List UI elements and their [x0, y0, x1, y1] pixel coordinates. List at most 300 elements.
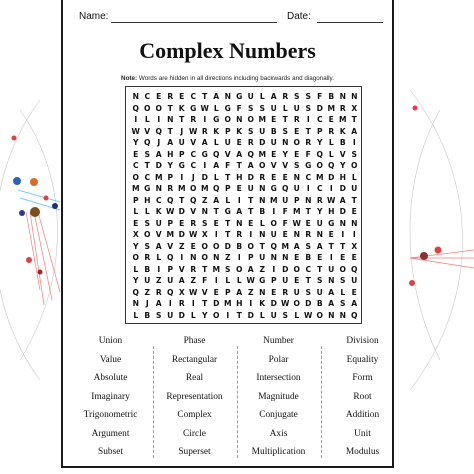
grid-letter: U [316, 287, 323, 297]
grid-letter: O [224, 115, 231, 124]
grid-letter: A [247, 161, 254, 170]
grid-letter: Q [132, 287, 139, 297]
grid-letter: D [178, 207, 185, 216]
grid-letter: Z [259, 264, 265, 274]
grid-letter: R [282, 287, 289, 297]
grid-letter: T [144, 161, 150, 170]
grid-letter: K [213, 126, 220, 136]
grid-letter: N [201, 207, 208, 216]
grid-letter: B [328, 92, 335, 101]
grid-letter: O [132, 172, 139, 182]
grid-letter: Q [167, 195, 174, 205]
grid-letter: M [166, 230, 175, 239]
grid-letter: S [156, 310, 162, 320]
grid-letter: S [225, 264, 231, 274]
grid-letter: T [202, 299, 208, 308]
grid-letter: E [328, 230, 334, 239]
grid-letter: F [282, 218, 288, 228]
grid-letter: L [213, 172, 219, 182]
grid-letter: D [339, 184, 346, 193]
grid-letter: E [294, 253, 300, 262]
grid-letter: T [236, 161, 242, 170]
grid-letter: U [328, 264, 335, 274]
grid-letter: X [201, 230, 208, 239]
grid-letter: K [259, 299, 266, 308]
grid-letter: B [305, 253, 312, 262]
word-list-item: Trigonometric [83, 410, 138, 420]
grid-letter: O [190, 184, 197, 193]
word-list-item: Unit [354, 428, 371, 439]
grid-letter: O [339, 264, 346, 274]
grid-letter: O [213, 241, 220, 251]
grid-letter: P [293, 195, 300, 205]
grid-letter: T [259, 241, 265, 251]
word-list-item: Circle [183, 428, 206, 439]
grid-letter: S [340, 299, 346, 308]
grid-letter: R [259, 172, 266, 182]
word-list-item: Rectangular [171, 354, 218, 365]
grid-letter: L [225, 276, 231, 285]
grid-letter: S [294, 161, 300, 170]
grid-letter: T [305, 276, 311, 285]
grid-letter: G [144, 184, 151, 193]
grid-letter: L [259, 92, 265, 101]
grid-letter: I [306, 115, 310, 124]
grid-letter: O [201, 253, 208, 262]
word-list-item: Root [353, 391, 372, 402]
worksheet [61, 0, 394, 468]
grid-letter: R [201, 126, 208, 136]
grid-letter: S [144, 218, 150, 228]
grid-letter: B [270, 126, 277, 136]
grid-letter: Q [282, 184, 289, 193]
grid-letter: A [270, 92, 277, 101]
grid-letter: D [282, 264, 289, 274]
grid-row [130, 172, 359, 184]
grid-letter: G [201, 149, 208, 159]
grid-letter: Q [167, 253, 174, 262]
grid-row [130, 206, 359, 218]
grid-letter: T [351, 115, 357, 124]
grid-letter: W [131, 126, 140, 136]
grid-letter: A [316, 241, 323, 251]
grid-letter: U [282, 276, 289, 285]
grid-letter: Z [144, 287, 150, 297]
grid-letter: C [144, 92, 151, 101]
grid-row [130, 103, 359, 115]
grid-letter: D [201, 172, 208, 182]
grid-letter: T [328, 241, 334, 251]
grid-letter: Y [202, 310, 208, 320]
grid-letter: T [167, 126, 173, 136]
grid-letter: I [352, 230, 356, 239]
grid-letter: Q [247, 149, 254, 159]
grid-letter: N [236, 218, 243, 228]
grid-letter: E [271, 172, 277, 182]
grid-letter: X [178, 287, 185, 297]
grid-letter: R [167, 92, 174, 101]
grid-letter: V [178, 264, 185, 274]
grid-letter: G [259, 276, 266, 285]
grid-letter: O [259, 161, 266, 170]
grid-letter: D [270, 299, 277, 308]
grid-letter: U [270, 103, 277, 113]
grid-letter: E [236, 184, 242, 193]
grid-letter: V [155, 230, 162, 239]
grid-letter: S [282, 310, 288, 320]
grid-row [130, 195, 359, 207]
grid-letter: R [247, 138, 254, 147]
grid-letter: S [144, 149, 150, 159]
grid-letter: C [190, 92, 197, 101]
grid-letter: W [166, 207, 175, 216]
grid-letter: H [328, 207, 335, 216]
grid-letter: U [293, 287, 300, 297]
grid-letter: S [305, 103, 311, 113]
name-label: Name: [79, 11, 109, 22]
grid-letter: Q [351, 264, 358, 274]
word-list-item: Intersection [256, 373, 301, 383]
grid-letter: A [155, 241, 162, 251]
grid-letter: E [213, 218, 219, 228]
grid-letter: N [305, 195, 312, 205]
grid-letter: E [156, 92, 162, 101]
grid-letter: I [329, 253, 333, 262]
grid-letter: I [203, 161, 207, 170]
grid-letter: O [144, 103, 151, 113]
grid-letter: P [270, 276, 277, 285]
word-list-item: Division [346, 336, 379, 346]
grid-letter: N [190, 253, 197, 262]
grid-letter: X [132, 230, 139, 239]
grid-letter: A [339, 195, 346, 205]
word-list-item: Imaginary [91, 391, 130, 402]
grid-letter: G [305, 161, 312, 170]
grid-letter: E [179, 92, 185, 101]
header-row [79, 10, 384, 26]
grid-letter: I [180, 172, 184, 182]
grid-letter: P [224, 184, 231, 193]
grid-row [130, 298, 359, 310]
grid-letter: A [155, 149, 162, 159]
grid-letter: M [154, 172, 163, 182]
grid-letter: M [327, 103, 336, 113]
grid-letter: L [190, 310, 196, 320]
grid-letter: I [249, 299, 253, 308]
grid-letter: I [134, 115, 138, 124]
grid-row [130, 264, 359, 276]
word-list-item: Union [98, 336, 123, 346]
date-label: Date: [287, 11, 311, 22]
grid-letter: E [179, 218, 185, 228]
grid-letter: U [167, 276, 174, 285]
grid-letter: K [155, 207, 162, 216]
grid-letter: U [293, 103, 300, 113]
grid-letter: Y [340, 161, 346, 170]
grid-letter: T [340, 241, 346, 251]
grid-letter: E [248, 218, 254, 228]
grid-letter: J [180, 126, 184, 136]
grid-row [130, 126, 359, 138]
grid-letter: T [305, 207, 311, 216]
grid-letter: Y [133, 276, 139, 285]
grid-letter: T [225, 230, 231, 239]
grid-letter: O [270, 218, 277, 228]
grid-letter: E [340, 253, 346, 262]
grid-letter: L [328, 149, 334, 159]
grid-letter: U [167, 310, 174, 320]
grid-letter: U [351, 276, 358, 285]
note-text: Words are hidden in all directions including backwards and diagonally. [137, 75, 334, 82]
grid-letter: H [236, 172, 243, 182]
date-line [317, 22, 383, 23]
grid-letter: A [213, 195, 220, 205]
word-list-item: Multiplication [251, 447, 306, 457]
grid-row [130, 91, 359, 103]
grid-letter: P [167, 264, 174, 274]
grid-letter: Q [144, 138, 151, 147]
grid-letter: X [351, 241, 358, 251]
grid-letter: B [339, 138, 346, 147]
grid-letter: Q [155, 126, 162, 136]
grid-letter: B [144, 264, 151, 274]
grid-letter: A [236, 207, 243, 216]
word-list-item: Absolute [93, 373, 128, 383]
grid-letter: W [246, 276, 255, 285]
grid-letter: A [293, 241, 300, 251]
grid-letter: M [258, 149, 267, 159]
grid-letter: D [328, 172, 335, 182]
grid-letter: Q [167, 287, 174, 297]
word-list-item: Equality [346, 354, 379, 365]
grid-letter: D [305, 299, 312, 308]
grid-row [130, 114, 359, 126]
grid-letter: N [282, 253, 289, 262]
grid-letter: N [339, 310, 346, 320]
grid-letter: C [316, 184, 323, 193]
grid-letter: I [180, 253, 184, 262]
grid-letter: D [155, 161, 162, 170]
grid-letter: P [167, 172, 174, 182]
word-list-item: Modulus [345, 447, 380, 457]
note [63, 75, 392, 82]
grid-letter: L [236, 276, 242, 285]
grid-letter: G [270, 184, 277, 193]
grid-letter: M [269, 195, 278, 205]
grid-letter: I [203, 115, 207, 124]
grid-letter: F [282, 207, 288, 216]
grid-letter: A [213, 161, 220, 170]
grid-row [130, 183, 359, 195]
grid-letter: N [328, 310, 335, 320]
grid-letter: V [167, 241, 174, 251]
grid-letter: P [247, 253, 254, 262]
grid-letter: M [315, 172, 324, 182]
grid-letter: A [167, 138, 174, 147]
grid-letter: O [247, 241, 254, 251]
grid-letter: V [201, 287, 208, 297]
word-list-item: Polar [268, 354, 289, 365]
grid-letter: T [305, 126, 311, 136]
grid-letter: V [282, 161, 289, 170]
grid-letter: V [339, 149, 346, 159]
grid-letter: F [317, 92, 323, 101]
word-list-item: Addition [345, 410, 380, 420]
grid-letter: E [294, 149, 300, 159]
grid-letter: J [191, 172, 195, 182]
grid-letter: C [132, 161, 139, 170]
grid-letter: U [293, 184, 300, 193]
grid-letter: U [270, 310, 277, 320]
grid-letter: Q [316, 149, 323, 159]
grid-letter: A [328, 287, 335, 297]
grid-letter: E [213, 287, 219, 297]
grid-letter: B [144, 310, 151, 320]
word-search-grid [125, 86, 362, 324]
grid-letter: I [191, 299, 195, 308]
grid-letter: M [338, 115, 347, 124]
grid-letter: G [328, 218, 335, 228]
grid-letter: T [225, 218, 231, 228]
grid-letter: C [305, 264, 312, 274]
grid-letter: R [190, 218, 197, 228]
grid-letter: N [293, 172, 300, 182]
grid-letter: L [259, 310, 265, 320]
grid-letter: P [132, 195, 139, 205]
grid-letter: A [328, 299, 335, 308]
grid-letter: E [271, 115, 277, 124]
grid-letter: N [270, 253, 277, 262]
grid-letter: E [351, 287, 357, 297]
grid-letter: L [282, 103, 288, 113]
grid-letter: L [213, 103, 219, 113]
grid-letter: I [341, 230, 345, 239]
word-list-item: Subset [97, 447, 123, 457]
grid-letter: M [223, 299, 232, 308]
grid-letter: N [282, 138, 289, 147]
grid-letter: U [144, 276, 151, 285]
grid-letter: E [282, 172, 288, 182]
grid-letter: R [305, 138, 312, 147]
grid-letter: W [304, 310, 313, 320]
grid-letter: T [351, 195, 357, 205]
grid-letter: R [167, 184, 174, 193]
grid-letter: O [351, 161, 358, 170]
grid-letter: U [270, 230, 277, 239]
grid-letter: H [167, 149, 174, 159]
grid-letter: O [293, 138, 300, 147]
grid-letter: S [202, 218, 208, 228]
grid-letter: L [133, 310, 139, 320]
grid-letter: S [340, 276, 346, 285]
grid-letter: R [282, 92, 289, 101]
grid-letter: D [247, 310, 254, 320]
grid-letter: I [352, 138, 356, 147]
grid-letter: Y [317, 138, 323, 147]
grid-letter: S [259, 103, 265, 113]
grid-letter: T [202, 264, 208, 274]
grid-letter: G [178, 161, 185, 170]
grid-letter: U [316, 218, 323, 228]
grid-letter: L [225, 195, 231, 205]
grid-letter: S [282, 126, 288, 136]
grid-letter: E [351, 253, 357, 262]
grid-letter: S [305, 92, 311, 101]
grid-letter: T [167, 103, 173, 113]
grid-letter: J [145, 299, 149, 308]
grid-letter: E [133, 149, 139, 159]
grid-letter: U [178, 138, 185, 147]
grid-letter: I [249, 230, 253, 239]
grid-letter: W [189, 126, 198, 136]
grid-letter: O [236, 264, 243, 274]
grid-letter: I [272, 207, 276, 216]
grid-letter: Z [201, 195, 208, 205]
grid-letter: R [178, 299, 185, 308]
grid-row [130, 287, 359, 299]
word-list-item: Phase [183, 336, 206, 346]
grid-letter: X [351, 103, 358, 113]
grid-letter: A [201, 138, 208, 147]
grid-letter: J [157, 138, 161, 147]
grid-row [130, 275, 359, 287]
grid-letter: D [224, 241, 231, 251]
grid-letter: I [237, 195, 241, 205]
grid-letter: K [236, 126, 243, 136]
word-list-item: Complex [177, 410, 212, 420]
grid-letter: W [281, 299, 290, 308]
grid-letter: K [339, 126, 346, 136]
grid-letter: U [155, 218, 162, 228]
grid-letter: S [294, 92, 300, 101]
grid-letter: L [294, 310, 300, 320]
grid-letter: L [133, 207, 139, 216]
grid-letter: T [202, 92, 208, 101]
grid-row [130, 137, 359, 149]
grid-letter: Z [247, 287, 254, 297]
grid-letter: U [351, 184, 358, 193]
grid-letter: R [328, 126, 335, 136]
grid-letter: O [144, 230, 151, 239]
grid-letter: S [305, 241, 311, 251]
grid-letter: W [200, 103, 209, 113]
grid-letter: R [293, 115, 300, 124]
grid-letter: G [224, 103, 231, 113]
grid-row [130, 160, 359, 172]
grid-letter: R [144, 253, 151, 262]
grid-letter: Q [270, 241, 277, 251]
grid-letter: L [133, 264, 139, 274]
grid-letter: M [212, 264, 221, 274]
grid-letter: P [224, 287, 231, 297]
grid-letter: U [259, 126, 266, 136]
grid-letter: N [259, 230, 266, 239]
grid-letter: E [305, 218, 311, 228]
grid-letter: P [167, 218, 174, 228]
grid-letter: H [236, 299, 243, 308]
grid-letter: T [179, 195, 185, 205]
word-list-item: Form [352, 373, 373, 383]
grid-letter: Y [133, 241, 139, 251]
grid-letter: S [305, 287, 311, 297]
grid-letter: F [236, 103, 242, 113]
grid-letter: W [292, 218, 301, 228]
grid-letter: P [178, 149, 185, 159]
grid-row [130, 310, 359, 322]
grid-letter: L [351, 172, 357, 182]
grid-row [130, 149, 359, 161]
grid-letter: Y [317, 207, 323, 216]
